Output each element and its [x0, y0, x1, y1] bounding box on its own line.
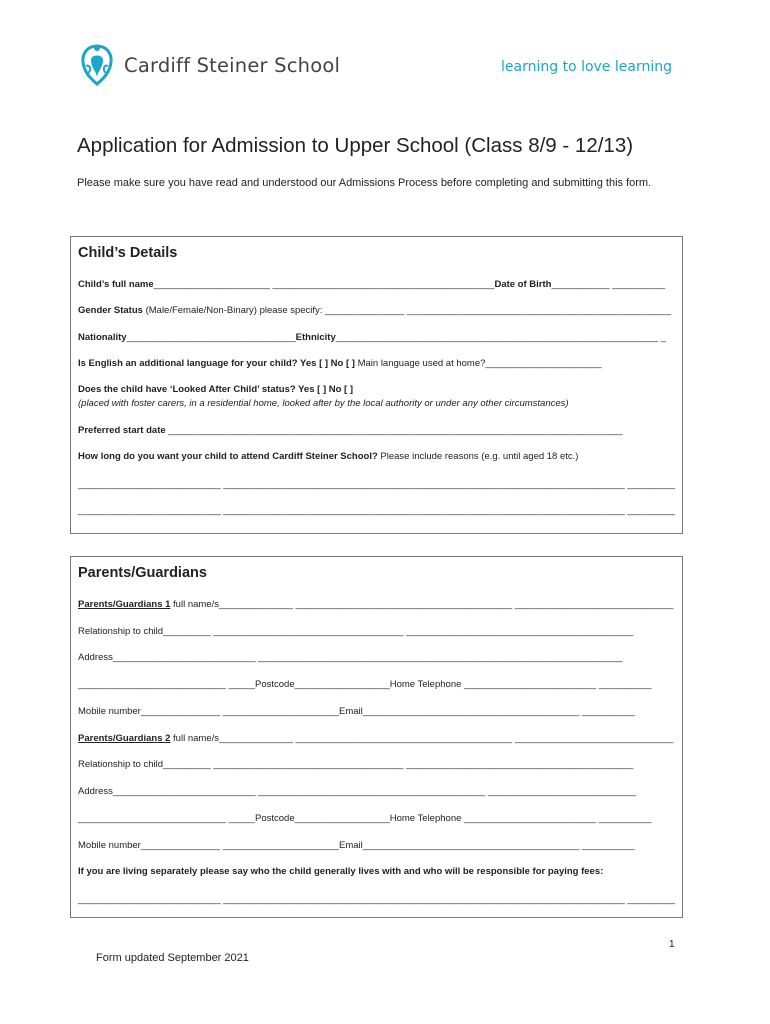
nationality-row: [78, 332, 666, 343]
p2-address-field[interactable]: ___________________________ ___________________________________________ ____________________________: [112, 786, 636, 797]
p1-address-label: Address: [78, 652, 113, 663]
dob-label: Date of Birth: [494, 279, 552, 290]
p2-address-row: [78, 786, 636, 797]
how-long-answer-line-2[interactable]: ___________________________ ____________________________________________________________________________ _________: [78, 505, 676, 516]
how-long-row: [78, 451, 578, 462]
main-language-field[interactable]: ______________________: [485, 358, 602, 369]
start-date-row: [78, 425, 623, 436]
p2-address-line-2[interactable]: ____________________________ _____: [78, 813, 255, 824]
p1-relationship-field[interactable]: _________ ____________________________________ ___________________________________________: [163, 626, 634, 637]
childs-details-section: [70, 236, 683, 534]
gender-label: Gender Status: [78, 305, 143, 316]
p2-mobile-label: Mobile number: [78, 840, 141, 851]
p2-address-label: Address: [78, 786, 113, 797]
parents-heading: Parents/Guardians: [78, 565, 207, 581]
p1-postcode-field[interactable]: __________________: [294, 679, 390, 690]
gender-hint: (Male/Female/Non-Binary) please specify:: [142, 305, 326, 316]
nationality-field[interactable]: ________________________________: [126, 332, 296, 343]
nationality-label: Nationality: [78, 332, 127, 343]
p1-label: Parents/Guardians 1: [78, 599, 171, 610]
p2-postcode-row: [78, 813, 652, 824]
how-long-hint: Please include reasons (e.g. until aged 18 etc.): [377, 451, 579, 462]
p1-contact-row: [78, 706, 635, 717]
school-name: Cardiff Steiner School: [124, 53, 341, 77]
p1-postcode-label: Postcode: [255, 679, 295, 690]
form-title: Application for Admission to Upper School (Class 8/9 - 12/13): [77, 134, 634, 157]
p1-address-line-2[interactable]: ____________________________ _____: [78, 679, 255, 690]
p1-mobile-label: Mobile number: [78, 706, 141, 717]
how-long-answer-line-1[interactable]: ___________________________ ____________________________________________________________________________ _________: [78, 479, 676, 490]
school-crest-icon: [76, 42, 118, 88]
p2-name-label: full name/s: [170, 733, 219, 744]
p2-name-row: [78, 733, 673, 744]
p1-name-label: full name/s: [170, 599, 219, 610]
intro-text: Please make sure you have read and understood our Admissions Process before completing and submitting this form.: [77, 177, 652, 189]
form-updated-note: Form updated September 2021: [96, 952, 249, 964]
child-name-label: Child’s full name: [78, 279, 154, 290]
school-tagline: learning to love learning: [501, 59, 672, 75]
p2-home-tel-label: Home Telephone: [389, 813, 462, 824]
childs-details-heading: Child’s Details: [78, 245, 178, 261]
how-long-question: How long do you want your child to attend Cardiff Steiner School?: [78, 451, 378, 462]
p2-relationship-label: Relationship to child: [78, 759, 164, 770]
p2-postcode-label: Postcode: [255, 813, 295, 824]
child-name-row: [78, 279, 665, 290]
p1-relationship-row: [78, 626, 633, 637]
p2-postcode-field[interactable]: __________________: [294, 813, 390, 824]
english-row: [78, 358, 602, 369]
english-question[interactable]: Is English an additional language for your child? Yes [ ] No [ ]: [78, 358, 355, 369]
looked-after-question[interactable]: Does the child have ‘Looked After Child’ status? Yes [ ] No [ ]: [78, 384, 354, 395]
p1-home-tel-label: Home Telephone: [389, 679, 462, 690]
p2-mobile-field[interactable]: _______________ ______________________: [140, 840, 339, 851]
p1-home-tel-field[interactable]: _________________________ __________: [461, 679, 652, 690]
dob-field[interactable]: ___________ __________: [551, 279, 666, 290]
p1-name-row: [78, 599, 673, 610]
p2-home-tel-field[interactable]: _________________________ __________: [461, 813, 652, 824]
p2-relationship-field[interactable]: _________ ____________________________________ ___________________________________________: [163, 759, 634, 770]
p2-email-field[interactable]: _________________________________________ __________: [362, 840, 635, 851]
p2-name-field[interactable]: ______________ _________________________________________ ______________________________: [218, 733, 674, 744]
looked-after-note: (placed with foster carers, in a residential home, looked after by the local authority or under any other circumstances): [78, 398, 569, 409]
gender-row: [78, 305, 671, 316]
ethnicity-label: Ethnicity: [295, 332, 336, 343]
p1-name-field[interactable]: ______________ _________________________________________ ______________________________: [218, 599, 674, 610]
p2-label: Parents/Guardians 2: [78, 733, 171, 744]
p2-email-label: Email: [338, 840, 363, 851]
p1-email-field[interactable]: _________________________________________ __________: [362, 706, 635, 717]
p1-address-row: [78, 652, 623, 663]
p2-relationship-row: [78, 759, 633, 770]
p1-relationship-label: Relationship to child: [78, 626, 164, 637]
separate-living-answer[interactable]: ___________________________ ____________________________________________________________________________ _________: [78, 894, 676, 905]
p1-address-field[interactable]: ___________________________ _____________________________________________________________________: [112, 652, 623, 663]
p1-email-label: Email: [338, 706, 363, 717]
main-language-label: Main language used at home?: [354, 358, 486, 369]
parents-section: [70, 556, 683, 918]
start-date-field[interactable]: ______________________________________________________________________________________: [165, 425, 623, 436]
gender-field[interactable]: _______________ __________________________________________________: [325, 305, 672, 316]
p1-postcode-row: [78, 679, 652, 690]
page-number: 1: [669, 939, 675, 950]
p2-contact-row: [78, 840, 635, 851]
start-date-label: Preferred start date: [78, 425, 166, 436]
p1-mobile-field[interactable]: _______________ ______________________: [140, 706, 339, 717]
child-name-field[interactable]: ______________________ __________________________________________: [153, 279, 495, 290]
ethnicity-field[interactable]: _____________________________________________________________ _: [335, 332, 666, 343]
school-logo: [76, 42, 340, 88]
looked-after-row: [78, 384, 353, 395]
separate-living-question: If you are living separately please say who the child generally lives with and who will be responsible for paying fees:: [78, 866, 604, 877]
